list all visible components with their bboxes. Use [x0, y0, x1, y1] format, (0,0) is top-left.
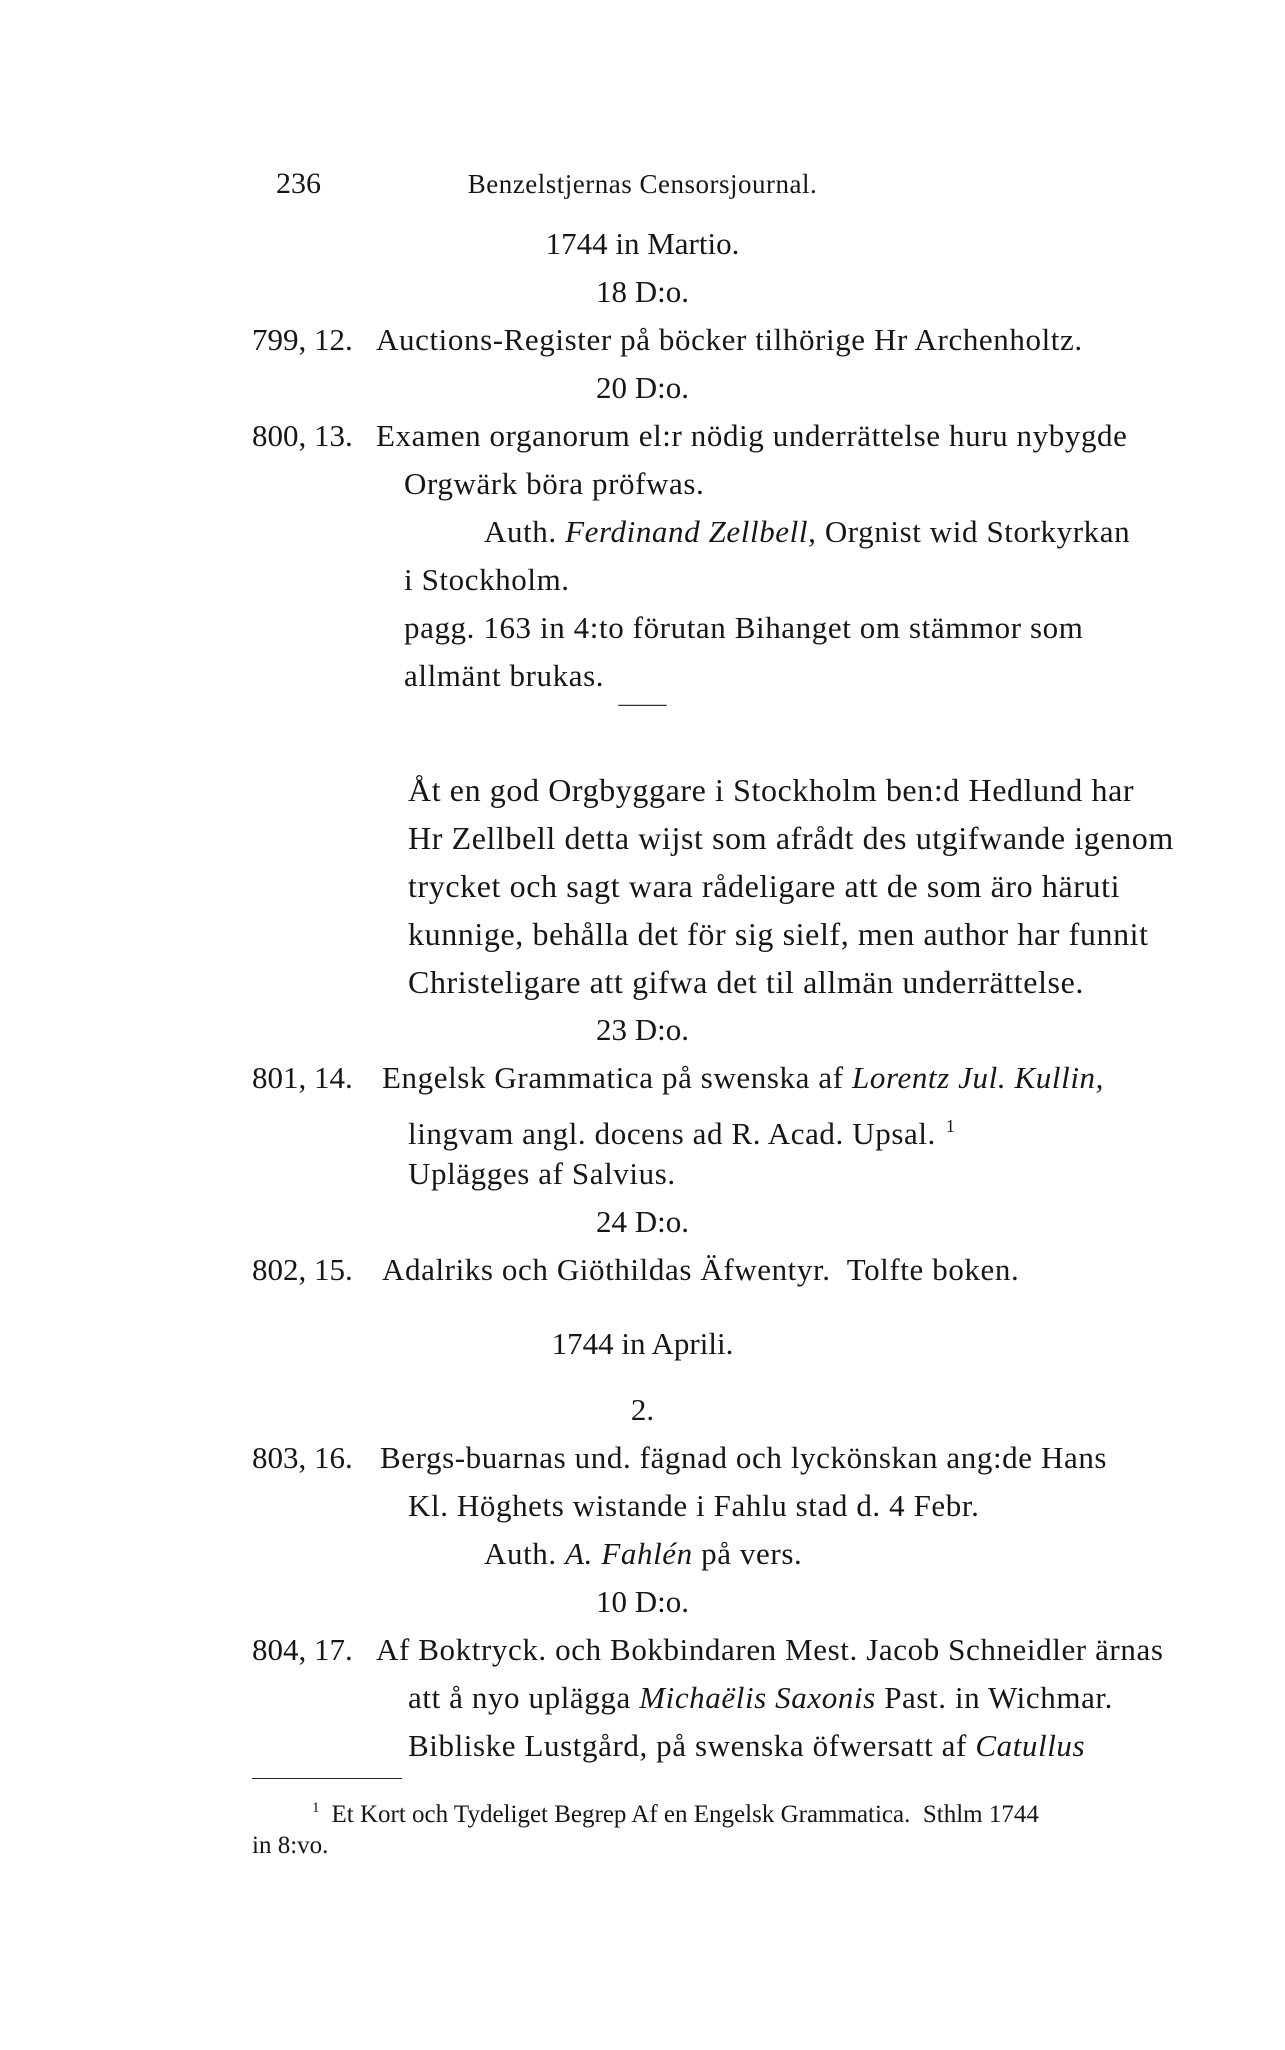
entry-number: 799, 12. [252, 322, 353, 357]
entry-text: Orgwärk böra pröfwas. [404, 466, 705, 501]
entry-number: 800, 13. [252, 418, 353, 453]
entry-text: Orgnist wid Storkyrkan [824, 514, 1131, 549]
entry-text: att å nyo uplägga [408, 1680, 631, 1715]
entry-text: på vers. [701, 1536, 803, 1571]
entry-text-line [408, 1726, 1085, 1766]
paragraph-line: Christeligare att gifwa det til allmän underrättelse. [408, 964, 1085, 1000]
footnote-text: in 8:vo. [252, 1832, 329, 1859]
entry-number: 803, 16. [252, 1440, 353, 1475]
date-heading: 10 D:o. [596, 1584, 689, 1619]
entry-text: Bibliske Lustgård, på swenska öfwersatt af [408, 1728, 967, 1763]
entry-text-line [382, 1058, 1104, 1098]
author-name: Catullus [975, 1728, 1086, 1763]
auth-label: Auth. [484, 1536, 557, 1571]
entry-text: allmänt brukas. [404, 658, 605, 693]
entry-text: Engelsk Grammatica på swenska af [382, 1060, 844, 1095]
section-heading-martio: 1744 in Martio. [545, 226, 740, 261]
section-separator: —— [618, 691, 667, 717]
running-title: Benzelstjernas Censorsjournal. [467, 169, 818, 199]
entry-text: Past. in Wichmar. [884, 1680, 1113, 1715]
entry-text: Auctions-Register på böcker tilhörige Hr Archenholtz. [376, 322, 1083, 357]
entry-text: lingvam angl. docens ad R. Acad. Upsal. [408, 1116, 936, 1151]
entry-text: pagg. 163 in 4:to förutan Bihanget om stämmor som [404, 610, 1084, 645]
paragraph-line: kunnige, behålla det för sig sielf, men author har funnit [408, 916, 1149, 952]
entry-author-line [484, 512, 1130, 552]
paragraph-line: Hr Zellbell detta wijst som afrådt des utgifwande igenom [408, 820, 1174, 856]
paragraph-line: trycket och sagt wara rådeligare att de som äro häruti [408, 868, 1121, 904]
paragraph-line: Åt en god Orgbyggare i Stockholm ben:d Hedlund har [408, 772, 1135, 808]
entry-text: Af Boktryck. och Bokbindaren Mest. Jacob Schneidler ärnas [376, 1632, 1164, 1667]
footnote-ref: 1 [945, 1116, 956, 1136]
date-heading: 23 D:o. [596, 1012, 689, 1047]
author-name: Lorentz Jul. Kullin, [852, 1060, 1104, 1095]
entry-text: Uplägges af Salvius. [408, 1156, 676, 1191]
entry-text: Kl. Höghets wistande i Fahlu stad d. 4 Febr. [408, 1488, 980, 1523]
entry-text: i Stockholm. [404, 562, 570, 597]
author-name: Ferdinand Zellbell, [565, 514, 817, 549]
entry-text-line [408, 1678, 1113, 1718]
entry-text-line [408, 1106, 956, 1154]
date-heading: 20 D:o. [596, 370, 689, 405]
entry-text: Adalriks och Giöthildas Äfwentyr. Tolfte boken. [382, 1252, 1020, 1287]
date-heading: 2. [630, 1392, 655, 1427]
entry-text: Examen organorum el:r nödig underrättelse huru nybygde [376, 418, 1128, 453]
entry-text: Bergs-buarnas und. fägnad och lyckönskan ang:de Hans [380, 1440, 1108, 1475]
page-number: 236 [276, 167, 321, 200]
entry-number: 804, 17. [252, 1632, 353, 1667]
date-heading: 24 D:o. [596, 1204, 689, 1239]
date-heading: 18 D:o. [596, 274, 689, 309]
footnote-mark: 1 [312, 1800, 320, 1816]
footnote-rule [252, 1778, 402, 1779]
footnote-text: Et Kort och Tydeliget Begrep Af en Engelsk Grammatica. Sthlm 1744 [331, 1801, 1039, 1828]
author-name: Michaëlis Saxonis [639, 1680, 876, 1715]
auth-label: Auth. [484, 514, 557, 549]
footnote-line [312, 1792, 1039, 1831]
entry-author-line [484, 1534, 802, 1574]
entry-number: 801, 14. [252, 1060, 353, 1095]
author-name: A. Fahlén [565, 1536, 693, 1571]
section-heading-aprili: 1744 in Aprili. [551, 1326, 734, 1361]
entry-number: 802, 15. [252, 1252, 353, 1287]
